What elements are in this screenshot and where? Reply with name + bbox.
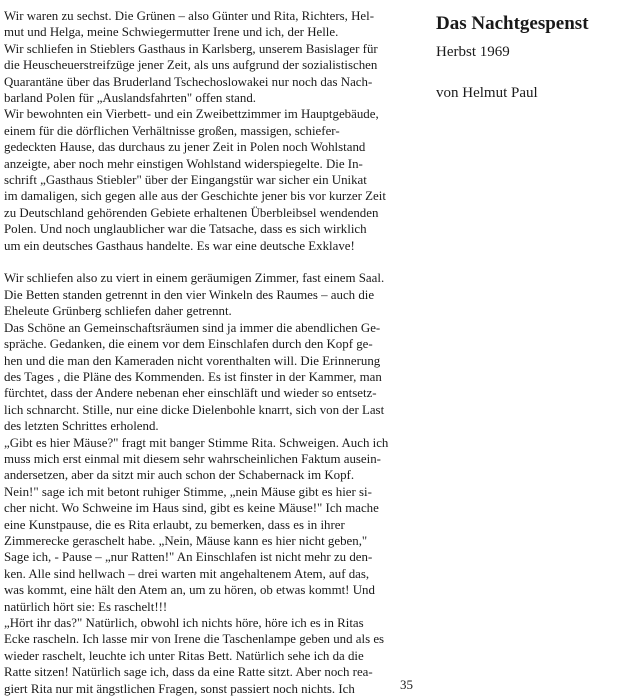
page-number: 35 <box>400 677 413 692</box>
text-line: spräche. Gedanken, die einem vor dem Einschlafen durch den Kopf ge- <box>4 337 373 352</box>
text-line: muss mich erst einmal mit diesem sehr wahrscheinlichen Faktum ausein- <box>4 451 381 466</box>
story-title: Das Nachtgespenst <box>436 13 589 34</box>
text-line: Wir bewohnten ein Vierbett- und ein Zweibettzimmer im Hauptgebäude, <box>4 107 379 122</box>
story-body <box>4 8 412 697</box>
text-line: Ratte sitzen! Natürlich sage ich, dass da eine Ratte sitzt. Aber noch rea- <box>4 665 373 680</box>
text-line: andersetzen, aber da sitzt mir auch schon der Schabernack im Kopf. <box>4 468 355 483</box>
story-author: von Helmut Paul <box>436 85 538 101</box>
text-line: barland Polen für „Auslandsfahrten" offen stand. <box>4 91 257 106</box>
text-line: um ein deutsches Gasthaus handelte. Es war eine deutsche Exklave! <box>4 238 355 253</box>
text-line: die Heuscheuerstreifzüge jener Zeit, als uns aufgrund der sozialistischen <box>4 58 378 73</box>
text-line: was kommt, eine hält den Atem an, um zu hören, ob etwas kommt! Und <box>4 583 375 598</box>
text-line: des letzten Schrittes erholend. <box>4 419 159 434</box>
text-line: schrift „Gasthaus Stiebler" über der Eingangstür war sicher ein Unikat <box>4 173 367 188</box>
story-subtitle: Herbst 1969 <box>436 44 510 60</box>
text-line: einem für die dörflichen Verhältnisse großen, massigen, schiefer- <box>4 123 340 138</box>
text-line: zu Deutschland gehörenden Gebiete erhaltenen Überbleibsel wendenden <box>4 205 379 220</box>
text-line: des Tages , die Pläne des Kommenden. Es ist finster in der Kammer, man <box>4 369 382 384</box>
paragraph-2 <box>4 270 412 697</box>
story-header <box>436 12 636 103</box>
text-line: „Gibt es hier Mäuse?" fragt mit banger Stimme Rita. Schweigen. Auch ich <box>4 435 389 450</box>
text-line: gedeckten Hause, das durchaus zu jener Zeit in Polen noch Wohlstand <box>4 140 366 155</box>
text-line: „Hört ihr das?" Natürlich, obwohl ich nichts höre, höre ich es in Ritas <box>4 616 364 631</box>
text-line: ken. Alle sind hellwach – drei warten mit angehaltenem Atem, auf das, <box>4 566 370 581</box>
text-line: natürlich hört sie: Es raschelt!!! <box>4 599 168 614</box>
text-line: Wir schliefen also zu viert in einem geräumigen Zimmer, fast einem Saal. <box>4 271 385 286</box>
text-line: Wir waren zu sechst. Die Grünen – also Günter und Rita, Richters, Hel- <box>4 9 374 23</box>
text-line: mut und Helga, meine Schwiegermutter Irene und ich, der Helle. <box>4 25 339 40</box>
text-line: Eheleute Grünberg schliefen daher getrennt. <box>4 304 232 319</box>
text-line: Nein!" sage ich mit betont ruhiger Stimme, „nein Mäuse gibt es hier si- <box>4 484 372 499</box>
text-line: Das Schöne an Gemeinschaftsräumen sind ja immer die abendlichen Ge- <box>4 320 381 335</box>
text-line: im damaligen, sich gegen alle aus der Geschichte jener bis vor kurzer Zeit <box>4 189 386 204</box>
text-line: hen und die man den Kameraden nicht vorenthalten will. Die Erinnerung <box>4 353 381 368</box>
text-line: Wir schliefen in Stieblers Gasthaus in Karlsberg, unserem Basislager für <box>4 41 378 56</box>
text-line: Die Betten standen getrennt in den vier Winkeln des Raumes – auch die <box>4 287 375 302</box>
text-line: fürchtet, dass der Andere nebenan eher einschläft und wieder so entsetz- <box>4 386 377 401</box>
text-line: Polen. Und noch unglaublicher war die Tatsache, dass es sich wirklich <box>4 222 367 237</box>
text-line: Ecke rascheln. Ich lasse mir von Irene die Taschenlampe geben und als es <box>4 632 385 647</box>
text-line: Quarantäne über das Bruderland Tschechoslowakei nur noch das Nach- <box>4 74 373 89</box>
paragraph-1 <box>4 8 412 254</box>
text-line: Zimmerecke geraschelt habe. „Nein, Mäuse kann es hier nicht geben," <box>4 533 368 548</box>
paragraph-gap <box>4 254 412 270</box>
text-line: wieder raschelt, leuchte ich unter Ritas Bett. Natürlich sehe ich da die <box>4 648 364 663</box>
text-line: eine Kunstpause, die es Rita erlaubt, zu bemerken, dass es in ihrer <box>4 517 345 532</box>
text-line: anzeigte, aber noch mehr einstigen Wohlstand widerspiegelte. Die In- <box>4 156 363 171</box>
text-line: giert Rita nur mit ängstlichen Fragen, sonst passiert noch nichts. Ich <box>4 681 355 696</box>
text-line: Sage ich, - Pause – „nur Ratten!" An Einschlafen ist nicht mehr zu den- <box>4 550 373 565</box>
text-line: lich schnarcht. Stille, nur eine dicke Dielenbohle knarrt, sich von der Last <box>4 402 385 417</box>
text-line: cher nicht. Wo Schweine im Haus sind, gibt es keine Mäuse!" Ich mache <box>4 501 379 516</box>
